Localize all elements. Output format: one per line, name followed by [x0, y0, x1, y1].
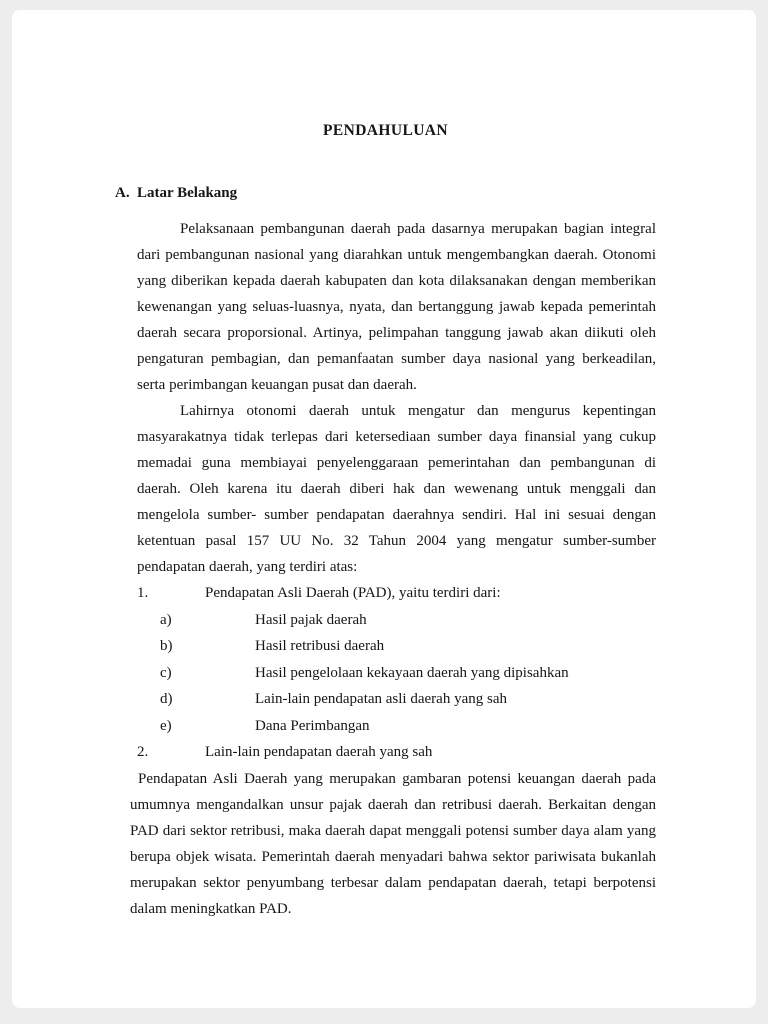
list-marker: 1.	[137, 585, 149, 601]
list-text: Dana Perimbangan	[255, 717, 370, 734]
list-marker: e)	[160, 717, 172, 734]
list-text: Hasil retribusi daerah	[255, 638, 385, 654]
list-item-2	[137, 739, 656, 766]
page-title: PENDAHULUAN	[323, 122, 448, 139]
list-marker: d)	[160, 691, 173, 707]
section-label: A.	[115, 185, 130, 201]
list-item-1c	[160, 660, 656, 687]
list-item-1d	[160, 686, 656, 713]
list-item-1	[137, 580, 656, 607]
list-text: Lain-lain pendapatan daerah yang sah	[205, 744, 433, 760]
list-marker: c)	[160, 664, 172, 681]
list-text: Lain-lain pendapatan asli daerah yang sah	[255, 691, 507, 707]
paragraph-2: Lahirnya otonomi daerah untuk mengatur dan mengurus kepentingan masyarakatnya tidak terlepas dari ketersediaan sumber daya finansial yang cukup memadai guna membiayai penyelenggaraan pemerintahan dan pembangunan di daerah. Oleh karena itu daerah diberi hak dan wewenang untuk menggali dan mengelola sumber- sumber pendapatan daerahnya sendiri. Hal ini sesuai dengan ketentuan pasal 157 UU No. 32 Tahun 2004 yang mengatur sumber-sumber pendapatan daerah, yang terdiri atas:	[137, 403, 656, 575]
section-heading-text: Latar Belakang	[137, 185, 238, 201]
list-text: Hasil pajak daerah	[255, 611, 367, 628]
section-heading	[115, 180, 656, 206]
list-text: Pendapatan Asli Daerah (PAD), yaitu terdiri dari:	[205, 585, 501, 601]
list-item-1e	[160, 713, 656, 740]
list-item-1b	[160, 633, 656, 660]
list-item-1a	[160, 607, 656, 634]
paragraph-3: Pendapatan Asli Daerah yang merupakan gambaran potensi keuangan daerah pada umumnya mengandalkan unsur pajak daerah dan retribusi daerah. Berkaitan dengan PAD dari sektor retribusi, maka daerah dapat menggali potensi sumber daya alam yang berupa objek wisata. Pemerintah daerah menyadari bahwa sektor pariwisata bukanlah merupakan sektor penyumbang terbesar dalam pendapatan daerah, tetapi berpotensi dalam meningkatkan PAD.	[130, 770, 656, 917]
list-marker: 2.	[137, 744, 149, 760]
list-text: Hasil pengelolaan kekayaan daerah yang dipisahkan	[255, 664, 569, 681]
list-marker: a)	[160, 611, 172, 628]
paragraph-1: Pelaksanaan pembangunan daerah pada dasarnya merupakan bagian integral dari pembangunan nasional yang diarahkan untuk mengembangkan daerah. Otonomi yang diberikan kepada daerah kabupaten dan kota dilaksanakan dengan memberikan kewenangan yang seluas-luasnya, nyata, dan bertanggung jawab kepada pemerintah daerah secara proporsional. Artinya, pelimpahan tanggung jawab akan diikuti oleh pengaturan pembagian, dan pemanfaatan sumber daya nasional yang berkeadilan, serta perimbangan keuangan pusat dan daerah.	[137, 221, 656, 393]
document-page	[12, 10, 756, 1008]
list-marker: b)	[160, 638, 173, 654]
